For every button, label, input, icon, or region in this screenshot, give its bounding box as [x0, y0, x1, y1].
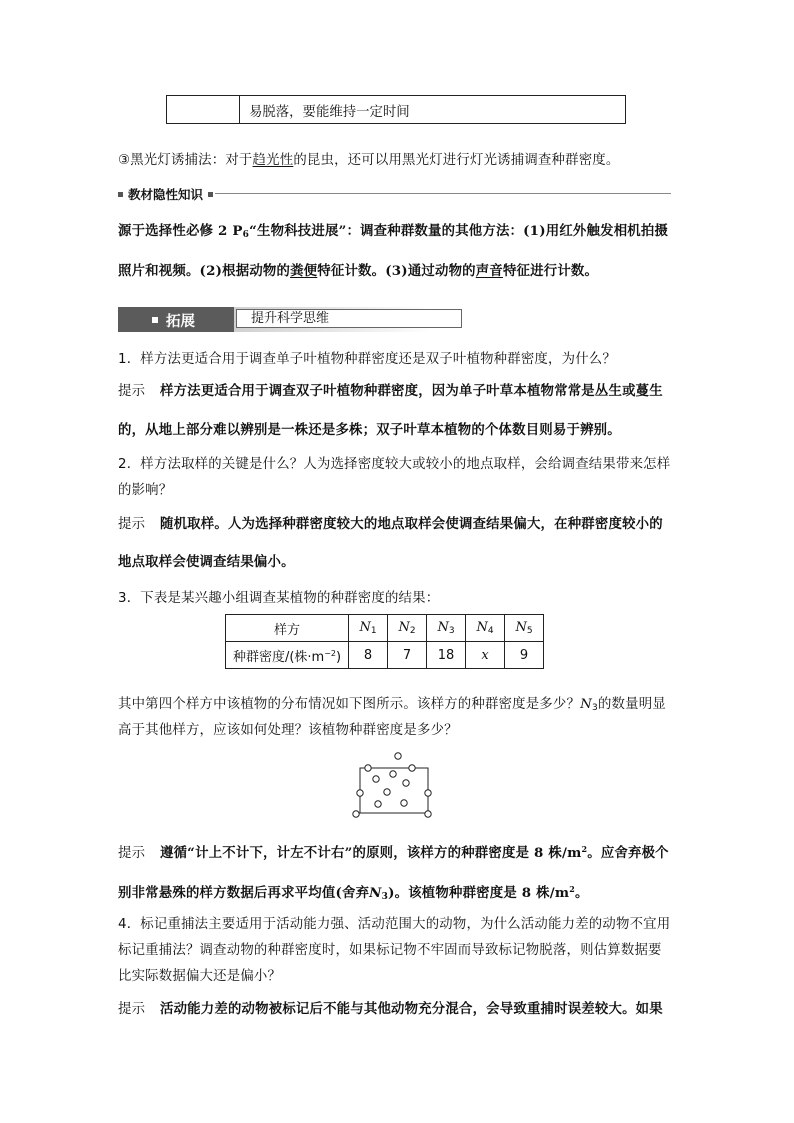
- table-col-n3: $N_3$: [427, 615, 466, 642]
- table-header-label: 样方: [226, 615, 349, 642]
- hidden-knowledge-line-2: 照片和视频。(2)根据动物的粪便特征计数。(3)通过动物的声音特征进行计数。: [118, 263, 599, 279]
- empty-cell: [167, 96, 240, 123]
- table-row: [226, 642, 544, 669]
- banner-title: 拓展: [166, 314, 195, 330]
- q4-question-line-2: 标记重捕法？调查动物的种群密度时，如果标记物不牢固而导致标记物脱落，则估算数据要: [118, 943, 662, 958]
- banner-subtitle: 提升科学思维: [236, 309, 462, 328]
- table-col-n4: $N_4$: [466, 615, 505, 642]
- q2-answer-line-2: 地点取样会使调查结果偏小。: [118, 554, 295, 570]
- plant-dot: [409, 765, 415, 771]
- hint-label: 提示: [118, 846, 146, 861]
- plant-dot: [425, 790, 431, 796]
- square-bullet-icon: [152, 317, 158, 323]
- q3-question-line-1: 其中第四个样方中该植物的分布情况如下图所示。该样方的种群密度是多少？$N_3$的数量明显: [118, 697, 666, 713]
- q3-answer-line-2: 别非常悬殊的样方数据后再求平均值(舍弃$N_3$)。该植物种群密度是 8 株$/m^2$。: [118, 884, 589, 902]
- extension-banner: [118, 307, 430, 332]
- plant-dot: [384, 789, 390, 795]
- plant-dot: [425, 811, 431, 817]
- quadrat-density-table: [225, 614, 544, 669]
- q3-question-line-2: 高于其他样方，应该如何处理？该植物种群密度是多少？: [118, 723, 458, 738]
- q3-answer-line-1: 提示 遵循“计上不计下，计左不计右”的原则，该样方的种群密度是 8 株$/m^2$。应舍弃极个: [118, 844, 669, 861]
- table-row-label: 种群密度/(株$\cdot m^{-2}$): [226, 642, 349, 669]
- q4-answer-line-1: 提示 活动能力差的动物被标记后不能与其他动物充分混合，会导致重捕时误差较大。如果: [118, 1001, 663, 1017]
- table-cell: x: [466, 642, 505, 669]
- plant-dot: [357, 790, 363, 796]
- top-table-fragment: [166, 95, 626, 124]
- table-col-n2: $N_2$: [388, 615, 427, 642]
- table-row: [226, 615, 544, 642]
- q2-question-line-1: 2．样方法取样的关键是什么？人为选择密度较大或较小的地点取样，会给调查结果带来怎样: [118, 457, 671, 472]
- q1-question: 1．样方法更适合用于调查单子叶植物种群密度还是双子叶植物种群密度，为什么？: [118, 352, 616, 367]
- table-cell: 易脱落，要能维持一定时间: [249, 105, 410, 120]
- hint-label: 提示: [118, 384, 146, 399]
- plant-dot: [365, 765, 371, 771]
- hint-label: 提示: [118, 1002, 146, 1017]
- table-cell: 8: [349, 642, 388, 669]
- q3-intro: 3．下表是某兴趣小组调查某植物的种群密度的结果：: [118, 591, 440, 606]
- q2-answer-line-1: 提示 随机取样。人为选择种群密度较大的地点取样会使调查结果偏大，在种群密度较小的: [118, 516, 663, 532]
- black-light-paragraph: ③黑光灯诱捕法：对于趋光性的昆虫，还可以用黑光灯进行灯光诱捕调查种群密度。: [118, 153, 620, 168]
- keyword-phototaxis: 趋光性: [252, 153, 294, 168]
- table-cell: 7: [388, 642, 427, 669]
- q4-question-line-1: 4．标记重捕法主要适用于活动能力强、活动范围大的动物，为什么活动能力差的动物不宜用: [118, 917, 671, 932]
- plant-dot: [373, 776, 379, 782]
- square-bullet-icon: [208, 192, 213, 197]
- plant-dot: [375, 801, 381, 807]
- section-divider: [215, 193, 671, 194]
- table-cell: 9: [505, 642, 544, 669]
- plant-dot: [395, 753, 401, 759]
- q4-question-line-3: 比实际数据偏大还是偏小？: [118, 969, 282, 984]
- table-col-n5: $N_5$: [505, 615, 544, 642]
- table-col-n1: $N_1$: [349, 615, 388, 642]
- section-header: [118, 185, 213, 203]
- quadrat-diagram: [348, 748, 438, 822]
- plant-dot: [353, 811, 359, 817]
- plant-dot: [403, 780, 409, 786]
- section-title: 教材隐性知识: [128, 187, 204, 202]
- q1-answer-line-1: 提示 样方法更适合用于调查双子叶植物种群密度，因为单子叶草本植物常常是丛生或蔓生: [118, 383, 663, 399]
- square-bullet-icon: [118, 192, 123, 197]
- q2-question-line-2: 的影响？: [118, 483, 173, 498]
- plant-dot: [390, 771, 396, 777]
- q1-answer-line-2: 的，从地上部分难以辨别是一株还是多株；双子叶草本植物的个体数目则易于辨别。: [118, 422, 621, 438]
- plant-dot: [401, 800, 407, 806]
- hint-label: 提示: [118, 517, 146, 532]
- hidden-knowledge-line-1: 源于选择性必修 2 $P_6“$生物科技进展”：调查种群数量的其他方法：(1)用红外触发相机拍摄: [118, 223, 669, 240]
- table-cell: 18: [427, 642, 466, 669]
